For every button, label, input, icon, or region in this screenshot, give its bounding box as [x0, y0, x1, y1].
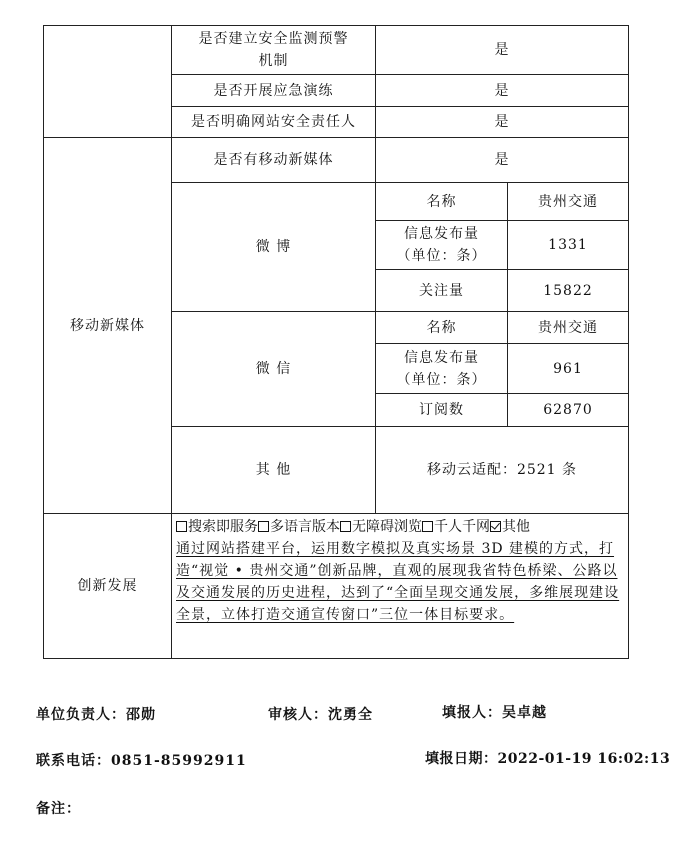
remark: 备注：	[36, 801, 81, 817]
checkbox-icon[interactable]	[176, 521, 187, 532]
option-search-service[interactable]: 搜索即服务	[176, 519, 258, 535]
drill-label: 是否开展应急演练	[172, 75, 376, 107]
weibo-name-label: 名称	[376, 183, 508, 221]
weixin-name-value: 贵州交通	[508, 312, 629, 344]
option-other[interactable]: 其他	[490, 519, 530, 535]
other-value: 移动云适配：2521 条	[376, 427, 629, 514]
contact-phone: 联系电话：0851-85992911	[36, 753, 247, 769]
option-personalized[interactable]: 千人千网	[422, 519, 490, 535]
unit-head: 单位负责人：邵勋	[36, 707, 156, 723]
checkbox-icon[interactable]	[422, 521, 433, 532]
mobile-has-value: 是	[376, 138, 629, 183]
innovation-section-label: 创新发展	[44, 514, 172, 659]
innovation-options	[176, 516, 624, 538]
checkbox-icon[interactable]	[340, 521, 351, 532]
report-date: 填报日期：2022-01-19 16:02:13	[425, 751, 671, 767]
checkbox-checked-icon[interactable]	[490, 521, 501, 532]
weixin-subs-label: 订阅数	[376, 394, 508, 427]
weixin-label: 微 信	[172, 312, 376, 427]
mobile-section-label: 移动新媒体	[44, 138, 172, 514]
responsible-label: 是否明确网站安全责任人	[172, 107, 376, 138]
monitoring-label: 是否建立安全监测预警机制	[172, 26, 376, 75]
weibo-name-value: 贵州交通	[508, 183, 629, 221]
weibo-posts-label	[376, 221, 508, 270]
responsible-value: 是	[376, 107, 629, 138]
weixin-posts-label-line1: 信息发布量	[404, 349, 479, 366]
filler: 填报人：吴卓越	[442, 705, 547, 721]
weixin-name-label: 名称	[376, 312, 508, 344]
weibo-label: 微 博	[172, 183, 376, 312]
weibo-follow-value: 15822	[508, 270, 629, 312]
weibo-posts-label-line1: 信息发布量	[404, 226, 479, 242]
option-multilingual[interactable]: 多语言版本	[258, 519, 340, 535]
option-accessibility[interactable]: 无障碍浏览	[340, 519, 422, 535]
weixin-posts-label-line2: （单位：条）	[396, 371, 487, 388]
report-table	[43, 25, 629, 659]
weibo-posts-label-line2: （单位：条）	[396, 248, 487, 264]
weibo-posts-value: 1331	[508, 221, 629, 270]
weixin-subs-value: 62870	[508, 394, 629, 427]
weixin-posts-label	[376, 344, 508, 394]
checkbox-icon[interactable]	[258, 521, 269, 532]
reviewer: 审核人：沈勇全	[268, 707, 373, 723]
monitoring-value: 是	[376, 26, 629, 75]
weixin-posts-value: 961	[508, 344, 629, 394]
drill-value: 是	[376, 75, 629, 107]
innovation-content	[172, 514, 629, 659]
security-section-cell	[44, 26, 172, 138]
weibo-follow-label: 关注量	[376, 270, 508, 312]
other-label: 其 他	[172, 427, 376, 514]
innovation-description: 通过网站搭建平台，运用数字模拟及真实场景 3D 建模的方式，打造“视觉 • 贵州交通”创新品牌，直观的展现我省特色桥梁、公路以及交通发展的历史进程，达到了“全面呈现交通发展，多维展现建设全景，立体打造交通宣传窗口”三位一体目标要求。	[176, 541, 620, 623]
mobile-has-label: 是否有移动新媒体	[172, 138, 376, 183]
